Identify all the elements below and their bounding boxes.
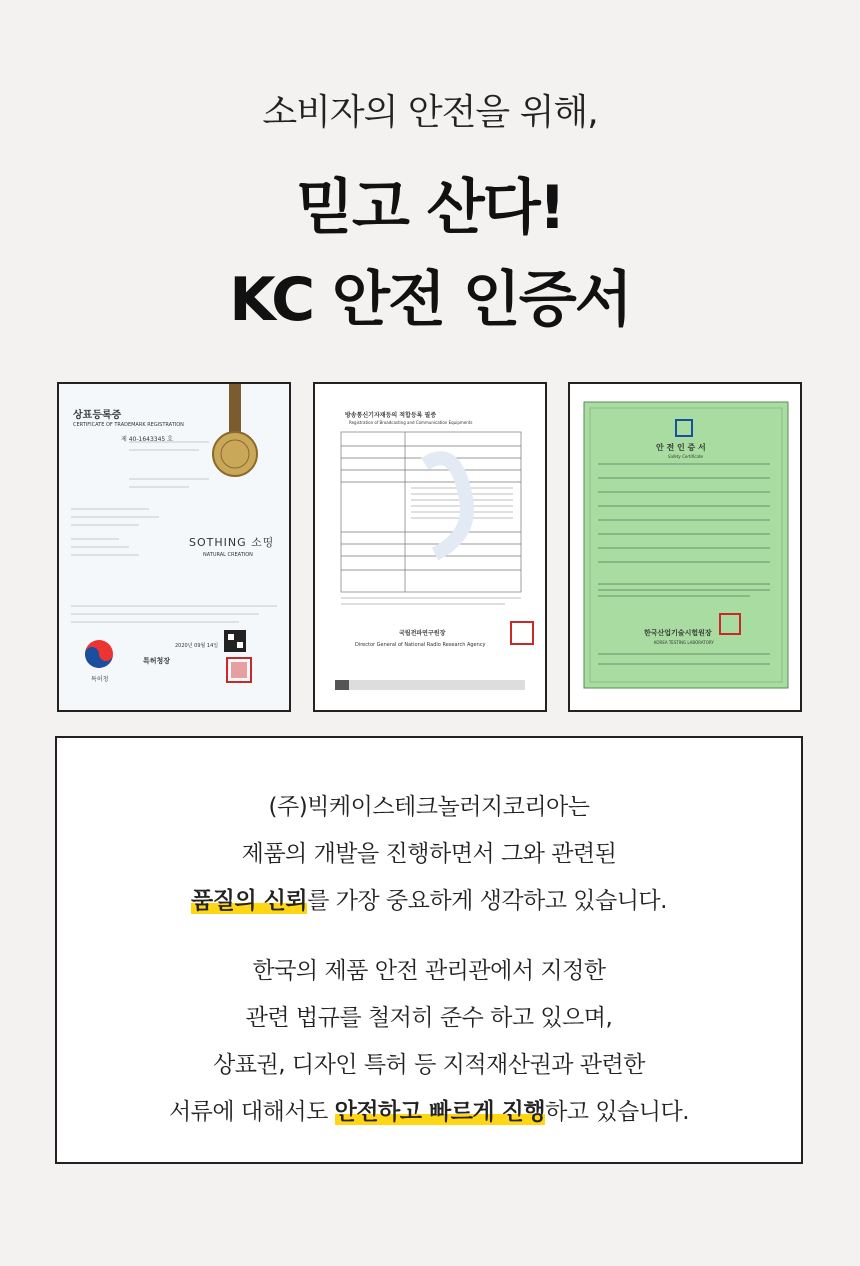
broadcasting-issuer: 국립전파연구원장: [399, 630, 446, 637]
heading-line3: KC 안전 인증서: [229, 265, 631, 335]
paragraph-2: [57, 948, 801, 1136]
p2-line4: [57, 1089, 801, 1136]
p1-line3: [57, 878, 801, 925]
heading-line2: 믿고 산다!: [295, 173, 565, 243]
paragraph-1: [57, 784, 801, 925]
broadcasting-title: 방송통신기자재등의 적합등록 필증: [345, 412, 437, 419]
trademark-issuer: 특허청장: [143, 657, 171, 665]
trademark-office: 특허청: [91, 676, 109, 683]
p1-highlight: 품질의 신뢰: [191, 888, 308, 914]
trademark-certificate: [57, 382, 291, 712]
p2-highlight: 안전하고 빠르게 진행: [334, 1099, 546, 1125]
heading-line1: 소비자의 안전을 위해,: [262, 92, 598, 133]
broadcasting-certificate-background: [315, 384, 545, 710]
broadcasting-certificate: [313, 382, 547, 712]
p1-line3-rest: 를 가장 중요하게 생각하고 있습니다.: [307, 888, 667, 914]
broadcasting-subtitle: Registration of Broadcasting and Communication Equipments: [349, 420, 473, 425]
p1-line1: (주)빅케이스테크놀러지코리아는: [268, 794, 590, 820]
p1-line2: 제품의 개발을 진행하면서 그와 관련된: [241, 841, 617, 867]
safety-subtitle: Safety Certificate: [668, 454, 703, 459]
trademark-subtitle: CERTIFICATE OF TRADEMARK REGISTRATION: [73, 422, 184, 428]
safety-title: 안 전 인 증 서: [656, 443, 706, 452]
trademark-title: 상표등록증: [73, 410, 122, 421]
p2-line4-pre: 서류에 대해서도: [168, 1099, 335, 1125]
p2-line4-post: 하고 있습니다.: [545, 1099, 690, 1125]
trademark-date: 2020년 09월 14일: [175, 643, 219, 649]
trademark-brand-sub: NATURAL CREATION: [203, 552, 253, 558]
safety-certificate-background: [570, 384, 800, 710]
trademark-brand: SOTHING 소띵: [189, 536, 275, 549]
p2-line3: 상표권, 디자인 특허 등 지적재산권과 관련한: [213, 1052, 645, 1078]
trademark-reg-no: 제 40-1643345 호: [121, 436, 173, 443]
safety-issuer: 한국산업기술시험원장: [644, 629, 712, 637]
description-box: [55, 736, 803, 1164]
p2-line2: 관련 법규를 철저히 준수 하고 있으며,: [245, 1005, 613, 1031]
p2-line1: 한국의 제품 안전 관리관에서 지정한: [252, 958, 606, 984]
broadcasting-issuer-en: Director General of National Radio Research Agency: [355, 642, 486, 648]
safety-certificate: [568, 382, 802, 712]
safety-issuer-en: KOREA TESTING LABORATORY: [654, 640, 714, 645]
